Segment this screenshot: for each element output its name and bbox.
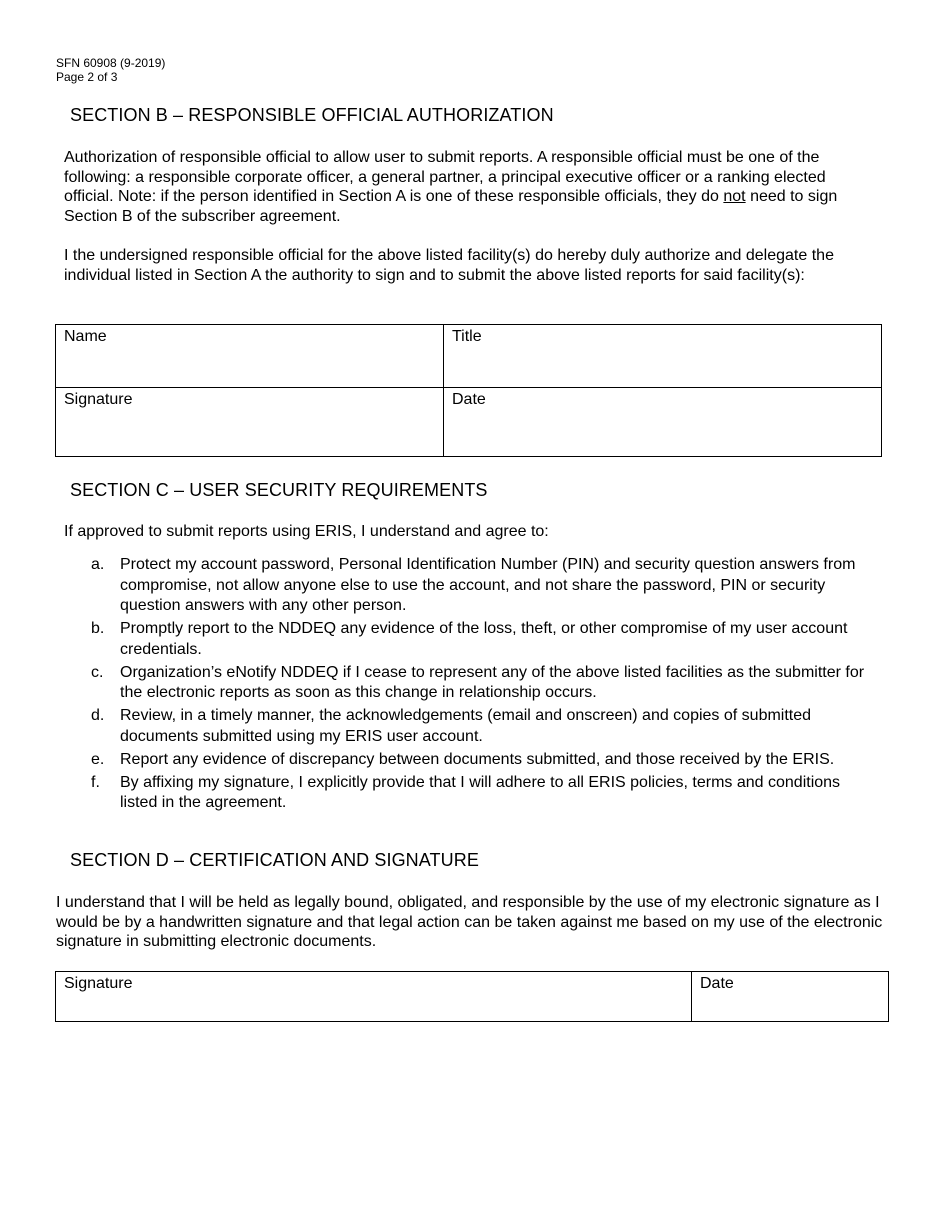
date-field[interactable] <box>444 388 882 457</box>
section-b-title: SECTION B – RESPONSIBLE OFFICIAL AUTHORIZATION <box>70 105 554 125</box>
security-requirements-list <box>90 555 880 816</box>
list-item <box>90 663 880 704</box>
section-b-paragraph-1-end: need to sign Section B of the subscriber agreement. <box>64 188 838 225</box>
list-marker: f. <box>91 773 100 791</box>
section-d-signature-table <box>55 971 889 1022</box>
section-b-paragraph-1 <box>64 148 864 226</box>
certification-date-label: Date <box>700 975 734 992</box>
list-marker: c. <box>91 663 104 681</box>
certification-date-field[interactable] <box>692 972 889 1022</box>
section-d-title: SECTION D – CERTIFICATION AND SIGNATURE <box>70 850 479 870</box>
list-item <box>90 706 880 747</box>
list-item <box>90 555 880 617</box>
title-label: Title <box>452 328 482 345</box>
signature-field[interactable] <box>56 388 444 457</box>
page-number: Page 2 of 3 <box>56 70 118 84</box>
list-item-text: Promptly report to the NDDEQ any evidence of the loss, theft, or other compromise of my user account credentials. <box>120 620 848 658</box>
list-item-text: Report any evidence of discrepancy between documents submitted, and those received by the ERIS. <box>120 750 835 768</box>
form-number: SFN 60908 (9-2019) <box>56 56 166 70</box>
section-c-title: SECTION C – USER SECURITY REQUIREMENTS <box>70 480 488 500</box>
list-item-text: By affixing my signature, I explicitly provide that I will adhere to all ERIS policies, terms and conditions listed in the agreement. <box>120 773 841 811</box>
list-item <box>90 773 880 814</box>
date-label: Date <box>452 391 486 408</box>
certification-signature-field[interactable] <box>56 972 692 1022</box>
section-b-paragraph-2: I the undersigned responsible official for the above listed facility(s) do hereby duly authorize and delegate the individual listed in Section A the authority to sign and to submit the above listed reports for said facility(s): <box>64 247 834 284</box>
section-b-paragraph-1-start: Authorization of responsible official to allow user to submit reports. A responsible official must be one of the following: a responsible corporate officer, a general partner, a principal executive officer or a ranking elected official. Note: if the person identified in Section A is one of these responsible officials, they do <box>64 149 826 205</box>
list-item-text: Review, in a timely manner, the acknowledgements (email and onscreen) and copies of submitted documents submitted using my ERIS user account. <box>120 707 812 745</box>
certification-signature-label: Signature <box>64 975 133 992</box>
section-d-paragraph: I understand that I will be held as legally bound, obligated, and responsible by the use of my electronic signature as I would be by a handwritten signature and that legal action can be taken against me based on my use of the electronic signature in submitting electronic documents. <box>56 894 883 950</box>
name-label: Name <box>64 328 107 345</box>
section-b-authorization-table <box>55 324 882 457</box>
list-marker: e. <box>91 750 105 768</box>
section-c-intro: If approved to submit reports using ERIS, I understand and agree to: <box>64 523 549 540</box>
list-marker: b. <box>91 620 105 637</box>
signature-label: Signature <box>64 391 133 408</box>
list-marker: d. <box>91 707 105 724</box>
list-item-text: Protect my account password, Personal Identification Number (PIN) and security question answers from compromise, not allow anyone else to use the account, and not share the password, PIN or security question answers with any other person. <box>120 556 856 614</box>
list-marker: a. <box>91 556 105 573</box>
form-header <box>56 56 165 84</box>
list-item <box>90 750 880 771</box>
list-item-text: Organization’s eNotify NDDEQ if I cease to represent any of the above listed facilities as the submitter for the electronic reports as soon as this change in relationship occurs. <box>120 663 865 701</box>
name-field[interactable] <box>56 325 444 388</box>
section-b-underlined-word: not <box>723 188 746 205</box>
list-item <box>90 619 880 660</box>
title-field[interactable] <box>444 325 882 388</box>
